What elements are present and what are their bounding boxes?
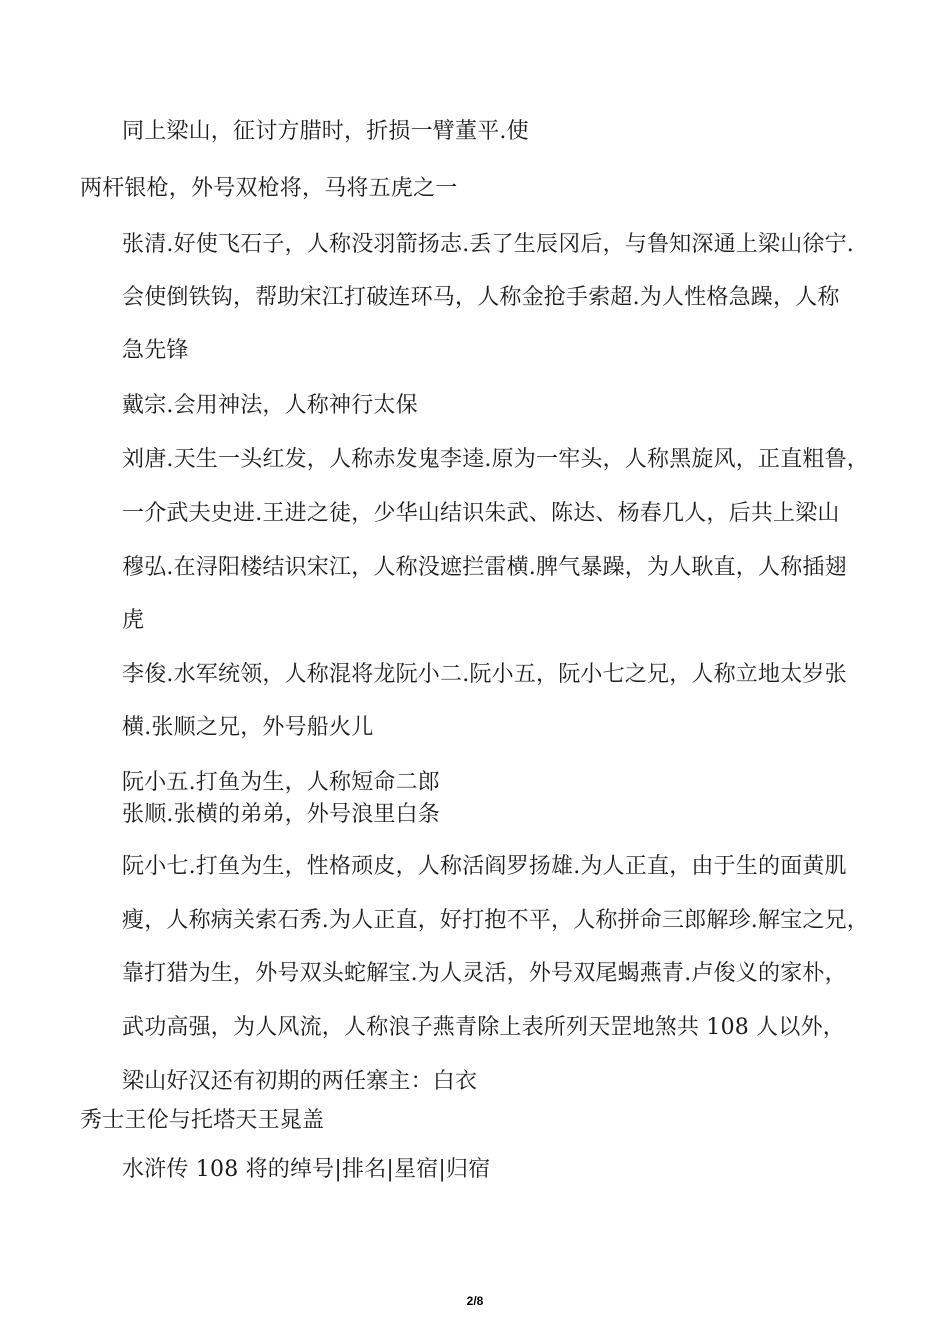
text-line-14: 张顺.张横的弟弟，外号浪里白条: [122, 802, 440, 827]
text-line-3: 张清.好使飞石子，人称没羽箭扬志.丢了生辰冈后，与鲁知深通上梁山徐宁.: [122, 232, 854, 257]
text-line-21: 水浒传 108 将的绰号|排名|星宿|归宿: [122, 1157, 491, 1182]
text-line-4: 会使倒铁钩，帮助宋江打破连环马，人称金抢手索超.为人性格急躁，人称: [122, 285, 840, 310]
text-line-8: 一介武夫史进.王进之徒，少华山结识朱武、陈达、杨春几人，后共上梁山: [122, 501, 840, 526]
text-line-5: 急先锋: [122, 338, 189, 363]
page-number: 2/8: [466, 1294, 484, 1308]
text-line-2: 两杆银枪，外号双枪将，马将五虎之一: [80, 176, 458, 201]
text-line-18: 武功高强，为人风流，人称浪子燕青除上表所列天罡地煞共 108 人以外，: [122, 1015, 845, 1040]
text-line-10: 虎: [122, 608, 145, 633]
text-line-19: 梁山好汉还有初期的两任寨主：白衣: [122, 1069, 478, 1094]
text-line-9: 穆弘.在浔阳楼结识宋江，人称没遮拦雷横.脾气暴躁，为人耿直，人称插翅: [122, 555, 847, 580]
text-line-12: 横.张顺之兄，外号船火儿: [122, 715, 374, 740]
text-line-1: 同上梁山，征讨方腊时，折损一臂董平.使: [122, 119, 529, 144]
text-line-16: 瘦，人称病关索石秀.为人正直，好打抱不平，人称拼命三郎解珍.解宝之兄，: [122, 908, 869, 933]
text-line-15: 阮小七.打鱼为生，性格顽皮，人称活阎罗扬雄.为人正直，由于生的面黄肌: [122, 854, 847, 879]
text-line-6: 戴宗.会用神法，人称神行太保: [122, 393, 418, 418]
text-line-20: 秀士王伦与托塔天王晁盖: [80, 1108, 325, 1133]
text-line-11: 李俊.水军统领，人称混将龙阮小二.阮小五，阮小七之兄，人称立地太岁张: [122, 662, 847, 687]
text-line-7: 刘唐.天生一头红发，人称赤发鬼李逵.原为一牢头，人称黑旋风，正直粗鲁，: [122, 447, 869, 472]
text-line-13: 阮小五.打鱼为生，人称短命二郎: [122, 770, 440, 795]
text-line-17: 靠打猎为生，外号双头蛇解宝.为人灵活，外号双尾蝎燕青.卢俊义的家朴，: [122, 961, 847, 986]
